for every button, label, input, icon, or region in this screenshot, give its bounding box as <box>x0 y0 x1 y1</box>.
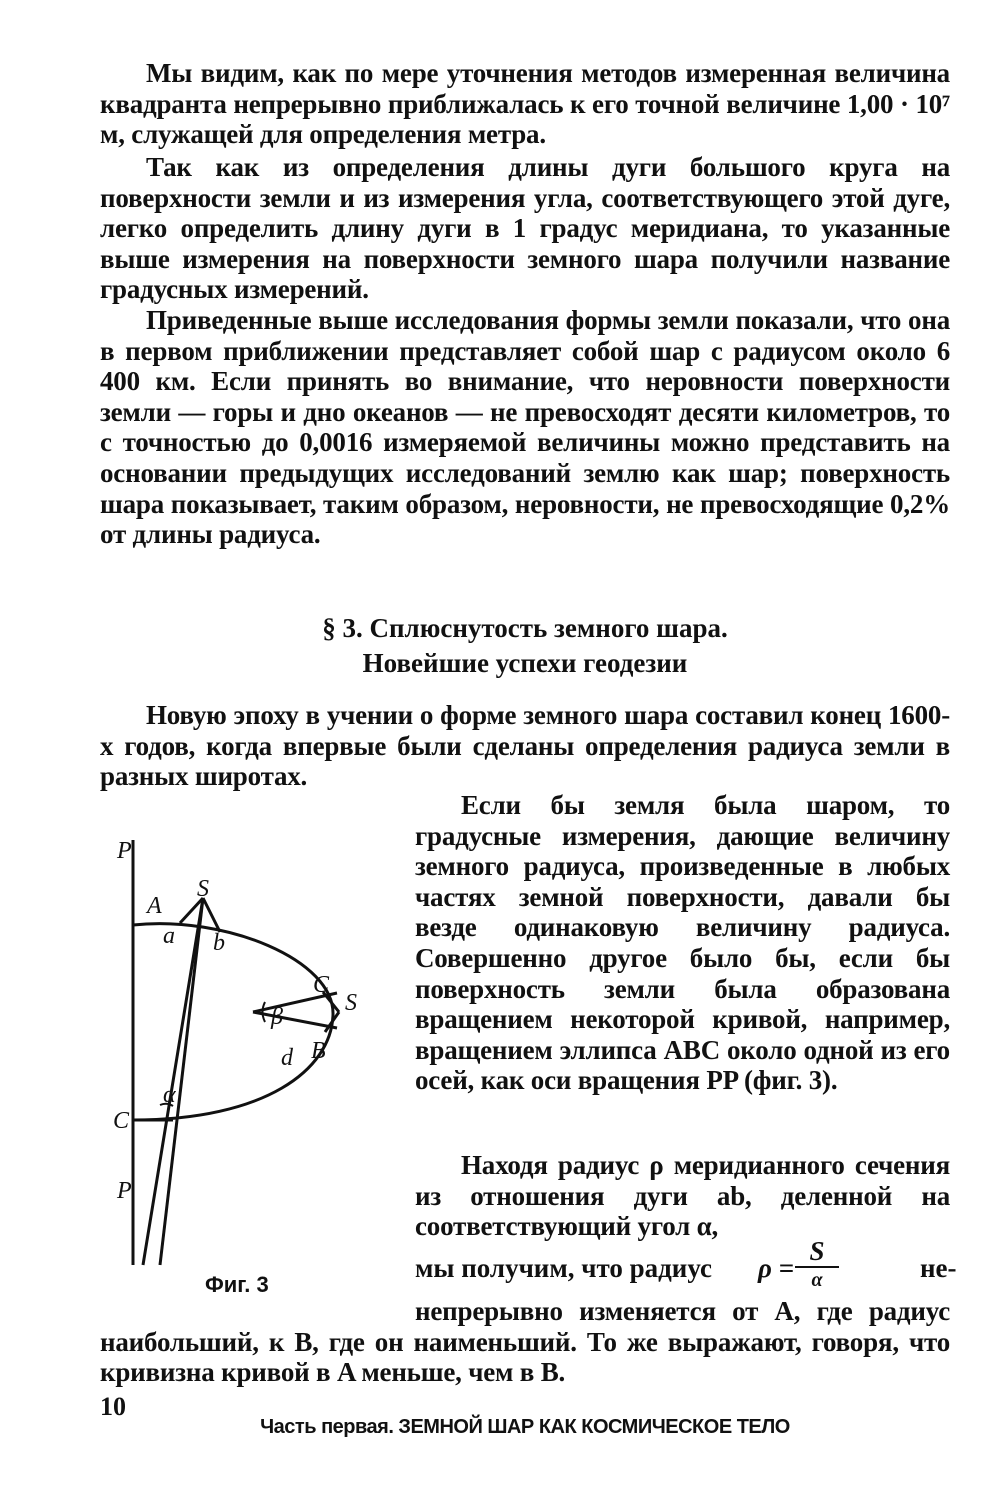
paragraph-7 <box>100 1296 950 1388</box>
paragraph-4-text: Новую эпоху в учении о форме земного шара составил конец 1600-х годов, когда впервые были сделаны определения радиуса земли в разных широтах. <box>100 700 950 792</box>
label-beta: β <box>271 1004 283 1030</box>
radius-formula-line <box>415 1236 957 1298</box>
paragraph-5-text: Если бы земля была шаром, то градусные измерения, дающие величину земного радиуса, произведенные в любых частях земной поверхности, давали бы везде одинаковую величину радиуса. Совершенно другое было бы, если бы поверхность земли была образована вращением некоторой кривой, например, вращением эллипса ABC около одной из его осей, как оси вращения PP (фиг. 3). <box>415 790 950 1096</box>
formula-rho: ρ = <box>758 1253 795 1283</box>
section-heading-line-2: Новейшие успехи геодезии <box>362 648 688 678</box>
label-s-top: S <box>197 876 209 902</box>
formula-fraction <box>795 1236 839 1292</box>
formula-numerator: S <box>795 1236 839 1268</box>
normal-s-right-2 <box>253 1012 337 1028</box>
label-alpha: α <box>163 1082 176 1108</box>
label-a-small: a <box>163 923 175 949</box>
formula-denominator: α <box>811 1269 823 1291</box>
formula-lead-text: мы получим, что радиус <box>415 1253 713 1283</box>
paragraph-3-text: Приведенные выше исследования формы земли показали, что она в первом приближении представляет собой шар с радиусом около 6 400 км. Если принять во внимание, что неровности поверхности земли — горы и дно океанов — не превосходят десяти километров, то с точностью до 0,0016 измеряемой величины можно представить на основании предыдущих исследований землю как шар; поверхность шара показывает, таким образом, неровности, не превосходящие 0,2% от длины радиуса. <box>100 305 950 550</box>
paragraph-2 <box>100 152 950 305</box>
paragraph-3 <box>100 305 950 550</box>
label-a: A <box>147 893 162 919</box>
paragraph-1-text: Мы видим, как по мере уточнения методов измеренная величина квадранта непрерывно приближалась к его точной величине 1,00 · 10⁷ м, служащей для определения метра. <box>100 58 950 150</box>
page-number: 10 <box>100 1392 126 1421</box>
paragraph-2-text: Так как из определения длины дуги большого круга на поверхности земли и из измерения угла, соответствующего этой дуге, легко определить длину дуги в 1 градус меридиана, то указанные выше измерения на поверхности земного шара получили название градусных измерений. <box>100 152 950 305</box>
paragraph-1 <box>100 58 950 150</box>
label-c-right: C <box>313 972 330 998</box>
label-p-top: P <box>117 838 132 864</box>
paragraph-6-text: Находя радиус ρ меридианного сечения из отношения дуги ab, деленной на соответствующий угол α, <box>415 1150 950 1242</box>
label-s-right: S <box>345 990 357 1016</box>
paragraph-5 <box>415 790 950 1096</box>
paragraph-4 <box>100 700 950 792</box>
label-b: B <box>311 1038 326 1064</box>
label-b-small: b <box>213 930 225 956</box>
section-heading-line-1: § 3. Сплюснутость земного шара. <box>322 613 728 643</box>
formula-trailing-text: не- <box>920 1253 957 1283</box>
paragraph-6 <box>415 1150 950 1242</box>
paragraph-7-text: непрерывно изменяется от A, где радиус наибольший, к B, где он наименьший. То же выражают, говоря, что кривизна кривой в A меньше, чем в B. <box>100 1296 950 1388</box>
beta-arc <box>263 1002 266 1022</box>
figure-3-ellipse-diagram <box>105 820 375 1290</box>
figure-caption: Фиг. 3 <box>205 1272 269 1297</box>
label-p-bottom: P <box>117 1178 132 1204</box>
running-head: Часть первая. ЗЕМНОЙ ШАР КАК КОСМИЧЕСКОЕ ТЕЛО <box>260 1416 790 1438</box>
label-d: d <box>281 1045 293 1071</box>
label-c-left: C <box>113 1108 130 1134</box>
